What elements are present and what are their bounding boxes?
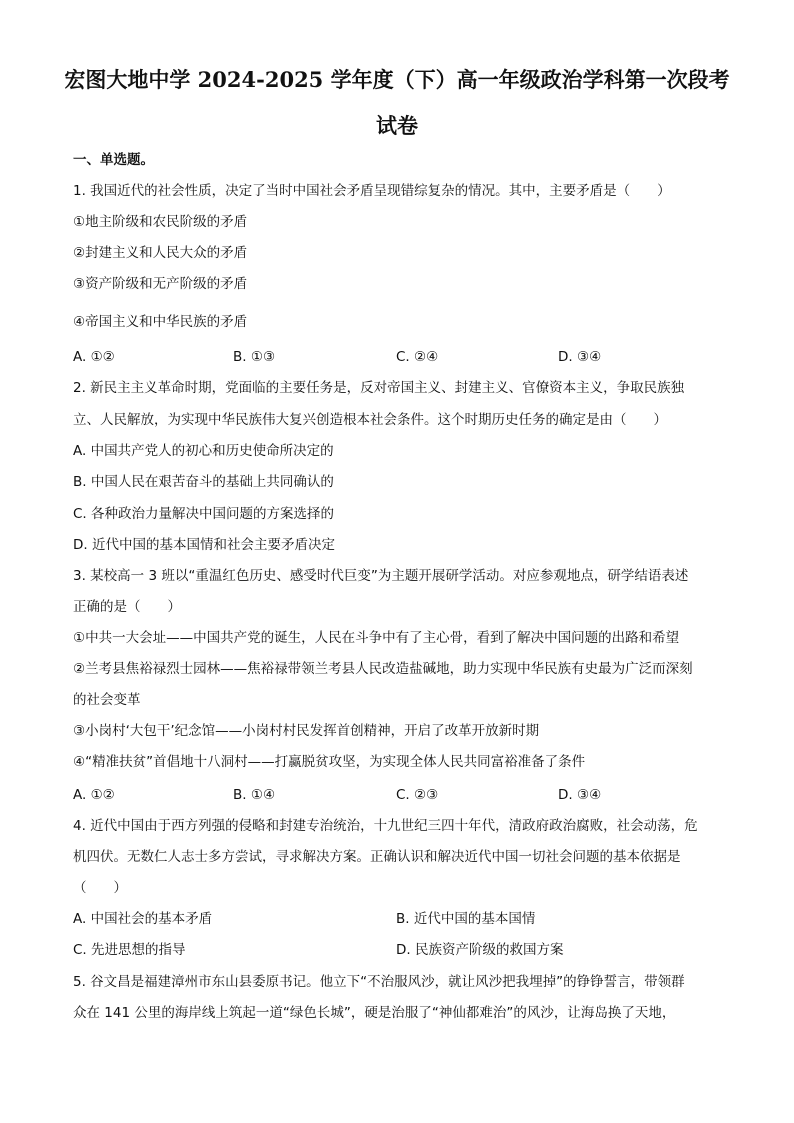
q5-stem-line2: 众在 141 公里的海岸线上筑起一道“绿色长城”，硬是治服了“神仙都难治”的风沙，让海岛换了天地， xyxy=(73,1005,676,1021)
q3-item-4: ④“精准扶贫”首倡地十八洞村——打赢脱贫攻坚，为实现全体人民共同富裕准备了条件 xyxy=(73,754,586,770)
q4-stem-line1: 4. 近代中国由于西方列强的侵略和封建专治统治，十九世纪三四十年代，清政府政治腐败，社会动荡，危 xyxy=(73,818,698,834)
q4-option-c[interactable]: C. 先进思想的指导 xyxy=(73,942,186,958)
q1-stem: 1. 我国近代的社会性质，决定了当时中国社会矛盾呈现错综复杂的情况。其中，主要矛盾是（ ） xyxy=(73,183,671,199)
q3-option-a[interactable]: A. ①② xyxy=(73,787,115,803)
section-heading: 一、单选题。 xyxy=(73,152,154,168)
q3-item-1: ①中共一大会址——中国共产党的诞生，人民在斗争中有了主心骨，看到了解决中国问题的出路和希望 xyxy=(73,630,680,646)
q4-option-b[interactable]: B. 近代中国的基本国情 xyxy=(396,911,536,927)
q3-item-2-cont: 的社会变革 xyxy=(73,692,141,708)
q2-stem-line1: 2. 新民主主义革命时期，党面临的主要任务是，反对帝国主义、封建主义、官僚资本主义，争取民族独 xyxy=(73,380,685,396)
q2-option-a[interactable]: A. 中国共产党人的初心和历史使命所决定的 xyxy=(73,443,334,459)
q3-option-c[interactable]: C. ②③ xyxy=(396,787,439,803)
q2-option-b[interactable]: B. 中国人民在艰苦奋斗的基础上共同确认的 xyxy=(73,474,334,490)
q1-option-c[interactable]: C. ②④ xyxy=(396,349,439,365)
q5-stem-line1: 5. 谷文昌是福建漳州市东山县委原书记。他立下“不治服风沙，就让风沙把我埋掉”的铮铮誓言，带领群 xyxy=(73,974,685,990)
q1-item-3: ③资产阶级和无产阶级的矛盾 xyxy=(73,276,248,292)
q3-item-2: ②兰考县焦裕禄烈士园林——焦裕禄带领兰考县人民改造盐碱地，助力实现中华民族有史最为广泛而深刻 xyxy=(73,661,693,677)
q3-stem-line2: 正确的是（ ） xyxy=(73,599,181,615)
q3-option-d[interactable]: D. ③④ xyxy=(558,787,602,803)
q1-item-4: ④帝国主义和中华民族的矛盾 xyxy=(73,314,248,330)
q1-option-b[interactable]: B. ①③ xyxy=(233,349,276,365)
q3-stem-line1: 3. 某校高一 3 班以“重温红色历史、感受时代巨变”为主题开展研学活动。对应参观地点，研学结语表述 xyxy=(73,568,689,584)
q1-item-1: ①地主阶级和农民阶级的矛盾 xyxy=(73,214,248,230)
q3-item-3: ③小岗村‘大包干’纪念馆——小岗村村民发挥首创精神，开启了改革开放新时期 xyxy=(73,723,540,739)
q2-option-d[interactable]: D. 近代中国的基本国情和社会主要矛盾决定 xyxy=(73,537,335,553)
q4-option-d[interactable]: D. 民族资产阶级的救国方案 xyxy=(396,942,564,958)
q4-stem-line3: （ ） xyxy=(73,880,127,896)
q1-item-2: ②封建主义和人民大众的矛盾 xyxy=(73,245,248,261)
q1-option-d[interactable]: D. ③④ xyxy=(558,349,602,365)
q2-option-c[interactable]: C. 各种政治力量解决中国问题的方案选择的 xyxy=(73,506,335,522)
exam-title-line1: 宏图大地中学 2024-2025 学年度（下）高一年级政治学科第一次段考 xyxy=(64,67,730,92)
q4-option-a[interactable]: A. 中国社会的基本矛盾 xyxy=(73,911,213,927)
q4-stem-line2: 机四伏。无数仁人志士多方尝试，寻求解决方案。正确认识和解决近代中国一切社会问题的基本依据是 xyxy=(73,849,681,865)
q1-option-a[interactable]: A. ①② xyxy=(73,349,115,365)
q2-stem-line2: 立、人民解放，为实现中华民族伟大复兴创造根本社会条件。这个时期历史任务的确定是由（ ） xyxy=(73,412,667,428)
q3-option-b[interactable]: B. ①④ xyxy=(233,787,276,803)
exam-title-line2: 试卷 xyxy=(376,113,418,138)
